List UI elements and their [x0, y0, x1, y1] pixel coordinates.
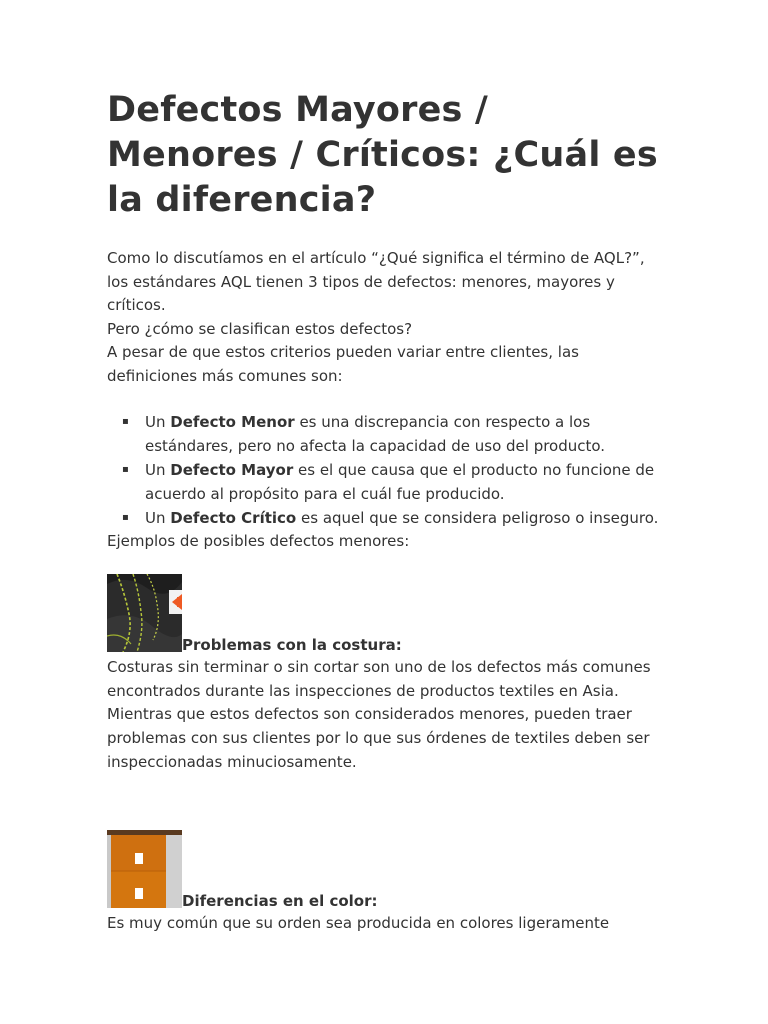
definition-term: Defecto Crítico: [170, 508, 297, 527]
bullet-icon: ▪: [122, 415, 129, 427]
definition-term: Defecto Mayor: [170, 460, 294, 479]
color-defect-image: [107, 830, 182, 908]
list-item: [107, 458, 667, 506]
intro-paragraph-3: A pesar de que estos criterios pueden variar entre clientes, las definiciones más comunes son:: [107, 343, 579, 385]
definition-term: Defecto Menor: [170, 412, 295, 431]
bullet-icon: ▪: [122, 511, 129, 523]
examples-label: Ejemplos de posibles defectos menores:: [107, 531, 410, 550]
list-item: [107, 506, 667, 530]
intro-paragraph-1: Como lo discutíamos en el artículo “¿Qué significa el término de AQL?”, los estándares AQL tienen 3 tipos de defectos: menores, mayores y críticos.: [107, 249, 645, 315]
intro-block: [107, 247, 667, 389]
definitions-list: [107, 410, 667, 530]
section-body: Es muy común que su orden sea producida en colores ligeramente: [107, 914, 610, 933]
page-title: Defectos Mayores / Menores / Críticos: ¿Cuál es la diferencia?: [107, 90, 658, 220]
definition-text: Un Defecto Menor es una discrepancia con respecto a los estándares, pero no afecta la capacidad de uso del producto.: [145, 412, 606, 455]
section-header: [107, 574, 667, 655]
section-body: Costuras sin terminar o sin cortar son uno de los defectos más comunes encontrados durante las inspecciones de productos textiles en Asia. Mientras que estos defectos son considerados menores, pueden traer problemas con sus clientes por lo que sus órdenes de textiles deben ser inspeccionadas minuciosamente.: [107, 658, 651, 771]
section-color: [107, 830, 667, 936]
section-stitching: [107, 574, 667, 774]
section-header: [107, 830, 667, 911]
definition-text: Un Defecto Crítico es aquel que se considera peligroso o inseguro.: [145, 508, 659, 527]
list-item: [107, 410, 667, 458]
intro-paragraph-2: Pero ¿cómo se clasifican estos defectos?: [107, 319, 413, 338]
bullet-icon: ▪: [122, 463, 129, 475]
section-title: Problemas con la costura:: [182, 636, 402, 655]
section-title: Diferencias en el color:: [182, 892, 378, 911]
definition-text: Un Defecto Mayor es el que causa que el producto no funcione de acuerdo al propósito para el cuál fue producido.: [145, 460, 655, 503]
article: [107, 88, 667, 936]
stitching-defect-image: [107, 574, 182, 652]
